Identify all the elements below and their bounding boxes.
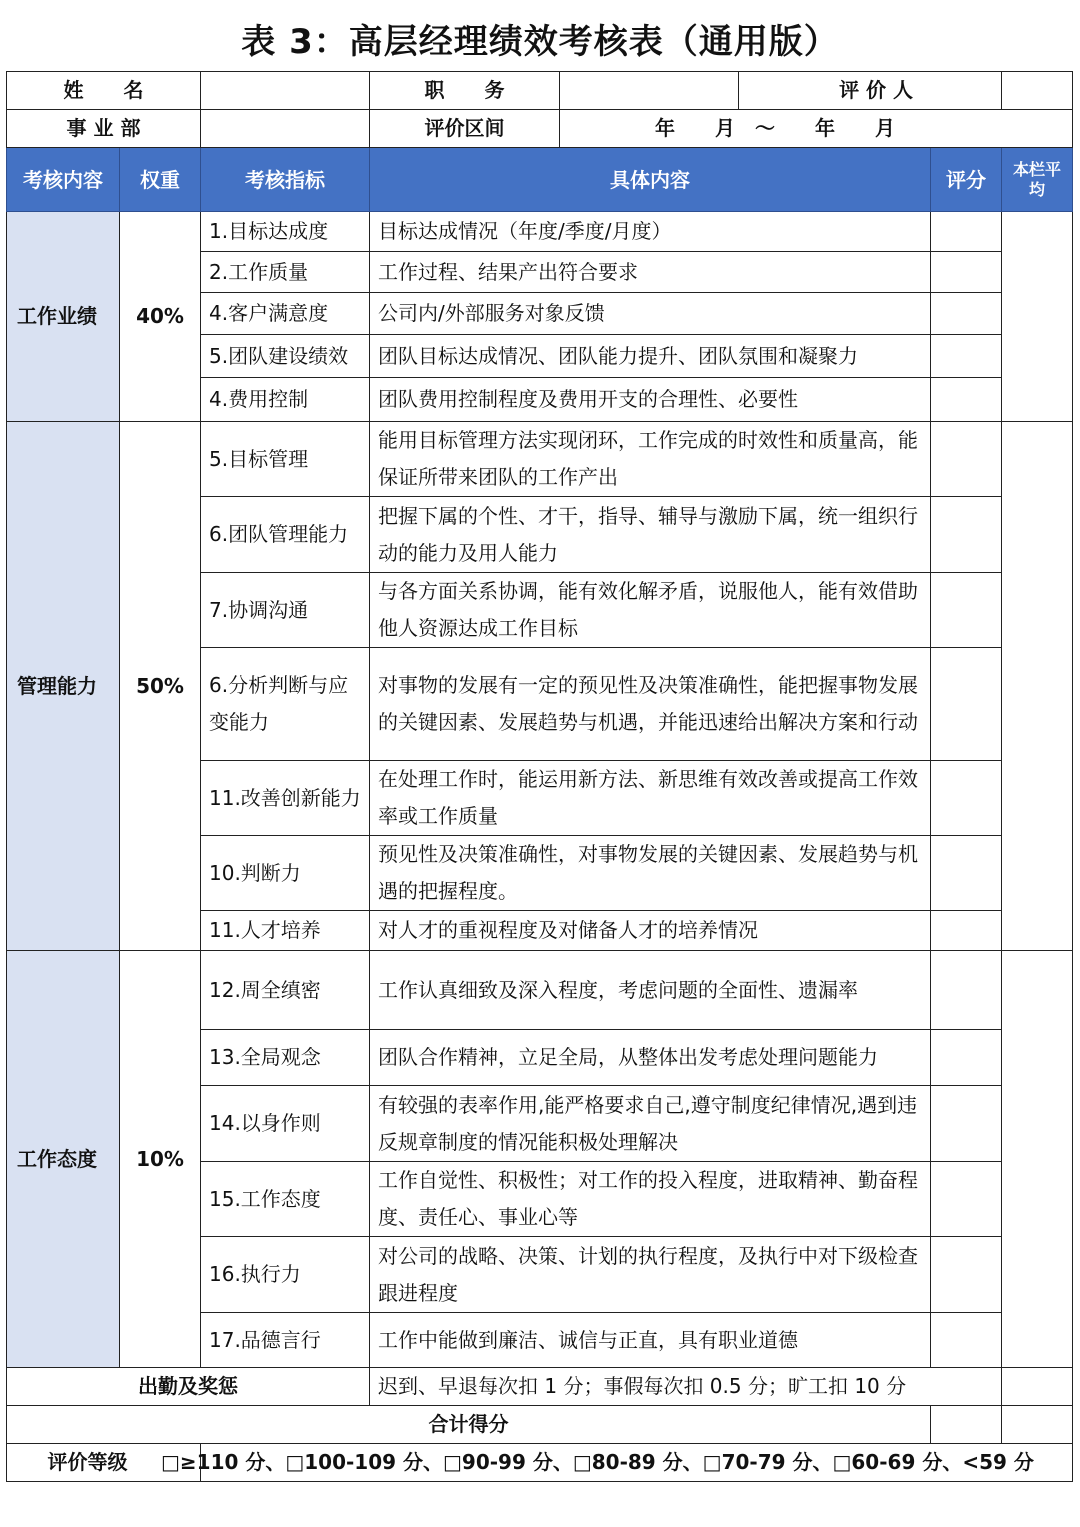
header-weight: 权重: [120, 148, 201, 212]
section-average-cell[interactable]: [1002, 212, 1073, 422]
evaluation-table: [6, 71, 1073, 1482]
category-cell: 管理能力: [7, 422, 120, 951]
total-score[interactable]: [931, 1406, 1002, 1444]
header-score: 评分: [931, 148, 1002, 212]
attendance-detail: 迟到、早退每次扣 1 分；事假每次扣 0.5 分；旷工扣 10 分: [370, 1368, 1002, 1406]
dept-label: 事 业 部: [7, 110, 201, 148]
table-row: [7, 422, 1073, 497]
total-label: 合计得分: [7, 1406, 931, 1444]
section-average-cell[interactable]: [1002, 951, 1073, 1368]
evaluator-field[interactable]: [1002, 72, 1073, 110]
indicator-cell: 1.目标达成度: [201, 212, 370, 252]
attendance-score[interactable]: [1002, 1368, 1073, 1406]
score-cell[interactable]: [931, 1030, 1002, 1086]
score-cell[interactable]: [931, 1313, 1002, 1368]
score-cell[interactable]: [931, 1237, 1002, 1313]
detail-cell: 工作自觉性、积极性；对工作的投入程度，进取精神、勤奋程度、责任心、事业心等: [370, 1162, 931, 1237]
attendance-label: 出勤及奖惩: [7, 1368, 370, 1406]
score-cell[interactable]: [931, 573, 1002, 648]
indicator-cell: 11.人才培养: [201, 911, 370, 951]
section-average-cell[interactable]: [1002, 422, 1073, 951]
score-cell[interactable]: [931, 1086, 1002, 1162]
total-row: [7, 1406, 1073, 1444]
score-cell[interactable]: [931, 335, 1002, 378]
indicator-cell: 4.客户满意度: [201, 293, 370, 335]
indicator-cell: 12.周全缜密: [201, 951, 370, 1030]
indicator-cell: 4.费用控制: [201, 378, 370, 422]
detail-cell: 工作过程、结果产出符合要求: [370, 252, 931, 293]
detail-cell: 与各方面关系协调，能有效化解矛盾，说服他人，能有效借助他人资源达成工作目标: [370, 573, 931, 648]
indicator-cell: 2.工作质量: [201, 252, 370, 293]
category-cell: 工作业绩: [7, 212, 120, 422]
detail-cell: 公司内/外部服务对象反馈: [370, 293, 931, 335]
score-cell[interactable]: [931, 293, 1002, 335]
detail-cell: 工作认真细致及深入程度，考虑问题的全面性、遗漏率: [370, 951, 931, 1030]
score-cell[interactable]: [931, 648, 1002, 761]
detail-cell: 对人才的重视程度及对储备人才的培养情况: [370, 911, 931, 951]
period-label: 评价区间: [370, 110, 560, 148]
score-cell[interactable]: [931, 951, 1002, 1030]
grade-row: [7, 1444, 1073, 1482]
score-cell[interactable]: [931, 1162, 1002, 1237]
detail-cell: 在处理工作时，能运用新方法、新思维有效改善或提高工作效率或工作质量: [370, 761, 931, 836]
detail-cell: 团队合作精神，立足全局，从整体出发考虑处理问题能力: [370, 1030, 931, 1086]
evaluator-label: 评 价 人: [739, 72, 1002, 110]
detail-cell: 能用目标管理方法实现闭环，工作完成的时效性和质量高，能保证所带来团队的工作产出: [370, 422, 931, 497]
indicator-cell: 10.判断力: [201, 836, 370, 911]
score-cell[interactable]: [931, 212, 1002, 252]
header-content: 考核内容: [7, 148, 120, 212]
page-title: 表 3：高层经理绩效考核表（通用版）: [241, 22, 839, 62]
score-cell[interactable]: [931, 761, 1002, 836]
table-row: [7, 951, 1073, 1030]
detail-cell: 团队目标达成情况、团队能力提升、团队氛围和凝聚力: [370, 335, 931, 378]
detail-cell: 团队费用控制程度及费用开支的合理性、必要性: [370, 378, 931, 422]
table-row: [7, 212, 1073, 252]
score-cell[interactable]: [931, 497, 1002, 573]
indicator-cell: 15.工作态度: [201, 1162, 370, 1237]
header-indicator: 考核指标: [201, 148, 370, 212]
indicator-cell: 7.协调沟通: [201, 573, 370, 648]
attendance-row: [7, 1368, 1073, 1406]
name-field[interactable]: [201, 72, 370, 110]
header-detail: 具体内容: [370, 148, 931, 212]
indicator-cell: 11.改善创新能力: [201, 761, 370, 836]
indicator-cell: 5.目标管理: [201, 422, 370, 497]
indicator-cell: 6.分析判断与应变能力: [201, 648, 370, 761]
name-label: 姓 名: [7, 72, 201, 110]
indicator-cell: 16.执行力: [201, 1237, 370, 1313]
score-cell[interactable]: [931, 422, 1002, 497]
detail-cell: 对公司的战略、决策、计划的执行程度，及执行中对下级检查跟进程度: [370, 1237, 931, 1313]
indicator-cell: 6.团队管理能力: [201, 497, 370, 573]
indicator-cell: 5.团队建设绩效: [201, 335, 370, 378]
indicator-cell: 14.以身作则: [201, 1086, 370, 1162]
score-cell[interactable]: [931, 252, 1002, 293]
grade-label: 评价等级: [7, 1444, 201, 1482]
detail-cell: 有较强的表率作用,能严格要求自己,遵守制度纪律情况,遇到违反规章制度的情况能积极处理解决: [370, 1086, 931, 1162]
score-cell[interactable]: [931, 378, 1002, 422]
indicator-cell: 17.品德言行: [201, 1313, 370, 1368]
detail-cell: 对事物的发展有一定的预见性及决策准确性，能把握事物发展的关键因素、发展趋势与机遇，并能迅速给出解决方案和行动: [370, 648, 931, 761]
score-cell[interactable]: [931, 911, 1002, 951]
detail-cell: 工作中能做到廉洁、诚信与正直，具有职业道德: [370, 1313, 931, 1368]
weight-cell: 50%: [120, 422, 201, 951]
detail-cell: 把握下属的个性、才干，指导、辅导与激励下属，统一组织行动的能力及用人能力: [370, 497, 931, 573]
grade-options[interactable]: □≥110 分、□100-109 分、□90-99 分、□80-89 分、□70-79 分、□60-69 分、<59 分: [201, 1444, 1073, 1482]
position-label: 职 务: [370, 72, 560, 110]
detail-cell: 目标达成情况（年度/季度/月度）: [370, 212, 931, 252]
dept-field[interactable]: [201, 110, 370, 148]
indicator-cell: 13.全局观念: [201, 1030, 370, 1086]
category-cell: 工作态度: [7, 951, 120, 1368]
total-avg[interactable]: [1002, 1406, 1073, 1444]
score-cell[interactable]: [931, 836, 1002, 911]
weight-cell: 10%: [120, 951, 201, 1368]
detail-cell: 预见性及决策准确性，对事物发展的关键因素、发展趋势与机遇的把握程度。: [370, 836, 931, 911]
weight-cell: 40%: [120, 212, 201, 422]
position-field[interactable]: [560, 72, 739, 110]
header-avg: 本栏平均: [1002, 148, 1073, 212]
period-field[interactable]: 年 月 ～ 年 月: [560, 110, 1073, 148]
